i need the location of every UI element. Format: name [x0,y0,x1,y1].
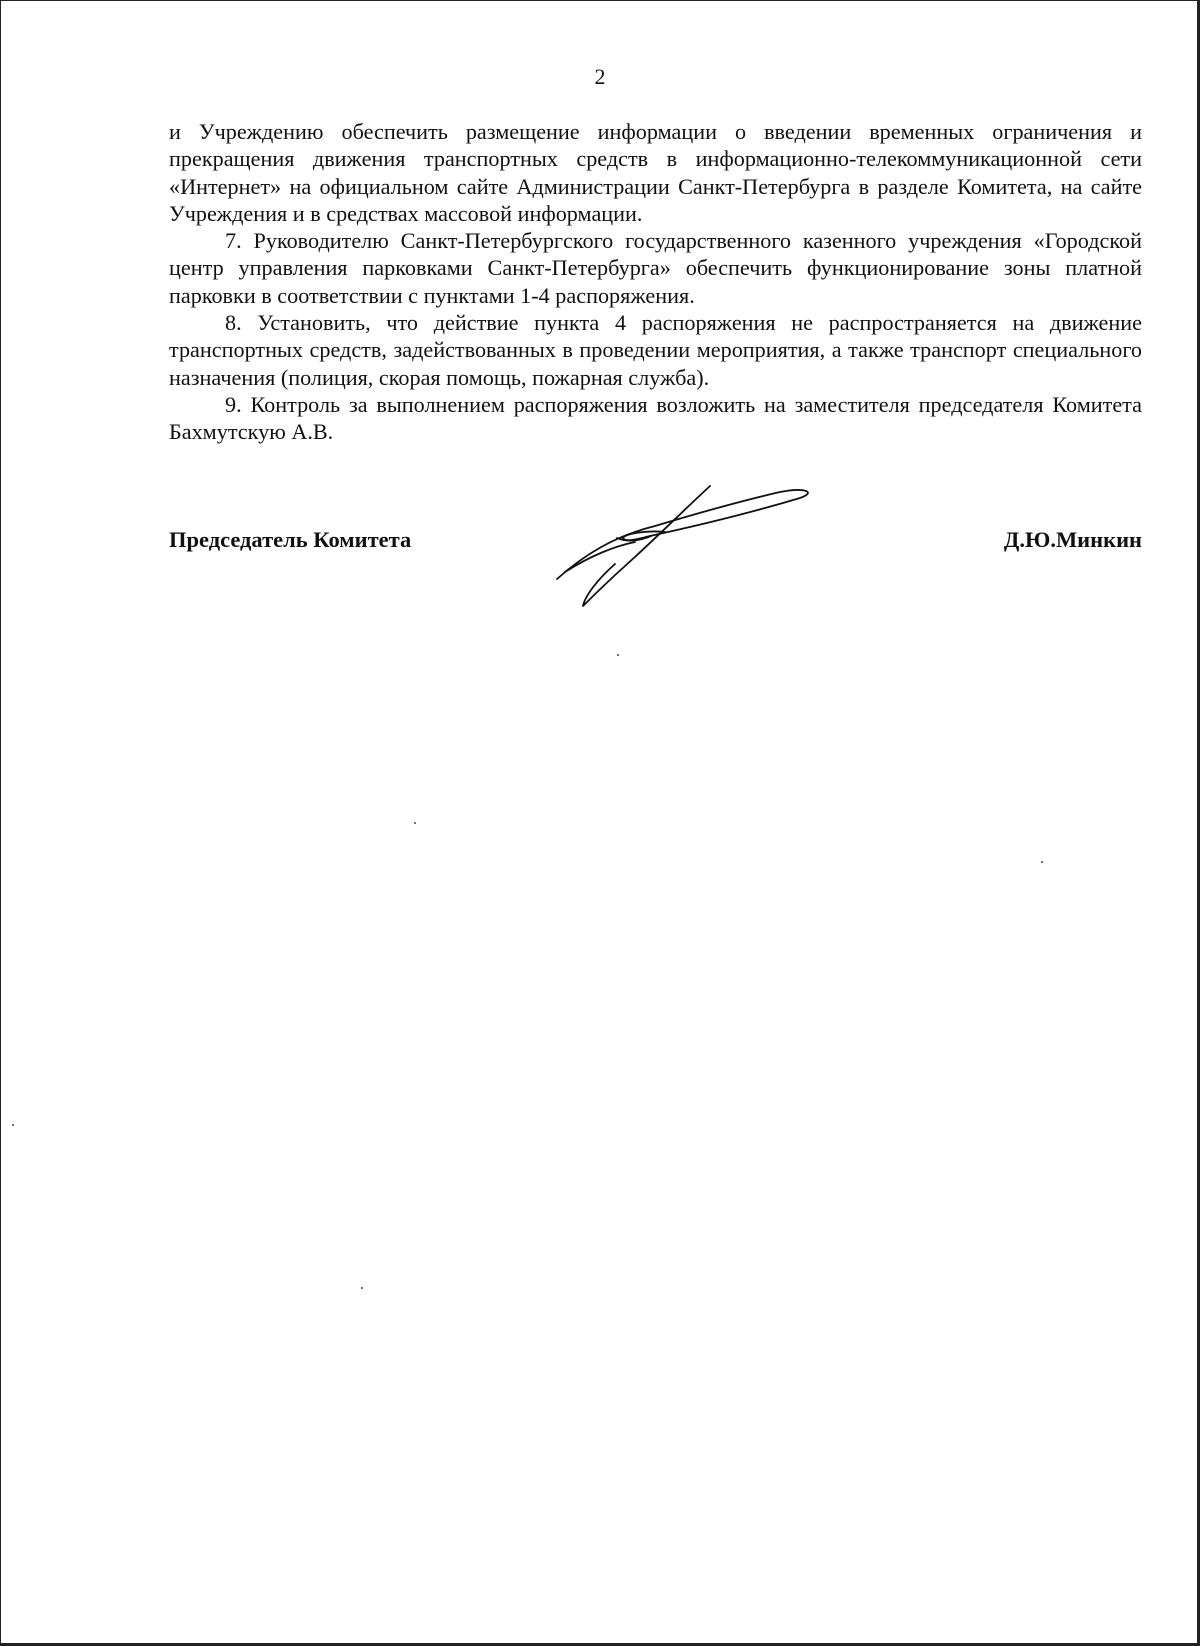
signatory-title: Председатель Комитета [169,527,412,552]
scan-speck [617,654,619,656]
paragraph-item-8: 8. Установить, что действие пункта 4 распоряжения не распространяется на движение транспортных средств, задействованных в проведении мероприятия, а также транспорт специального назначения (полиция, скорая помощь, пожарная служба). [169,310,1142,390]
paragraph-item-7: 7. Руководителю Санкт-Петербургского государственного казенного учреждения «Городской центр управления парковками Санкт-Петербурга» обеспечить функционирование зоны платной парковки в соответствии с пунктами 1-4 распоряжения. [169,228,1142,308]
scan-speck [1041,861,1043,863]
paragraph-item-9: 9. Контроль за выполнением распоряжения возложить на заместителя председателя Комитета Бахмутскую А.В. [169,391,1142,445]
scan-speck [12,1124,14,1126]
document-body [169,118,1142,446]
page-number: 2 [594,64,606,89]
scan-speck [414,822,416,824]
scan-speck [361,1287,363,1289]
handwritten-signature [555,484,815,609]
paragraph-continuation: и Учреждению обеспечить размещение информации о введении временных ограничения и прекращения движения транспортных средств в информационно-телекоммуникационной сети «Интернет» на официальном сайте Администрации Санкт-Петербурга в разделе Комитета, на сайте Учреждения и в средствах массовой информации. [169,119,1142,226]
signatory-name: Д.Ю.Минкин [1003,527,1142,552]
